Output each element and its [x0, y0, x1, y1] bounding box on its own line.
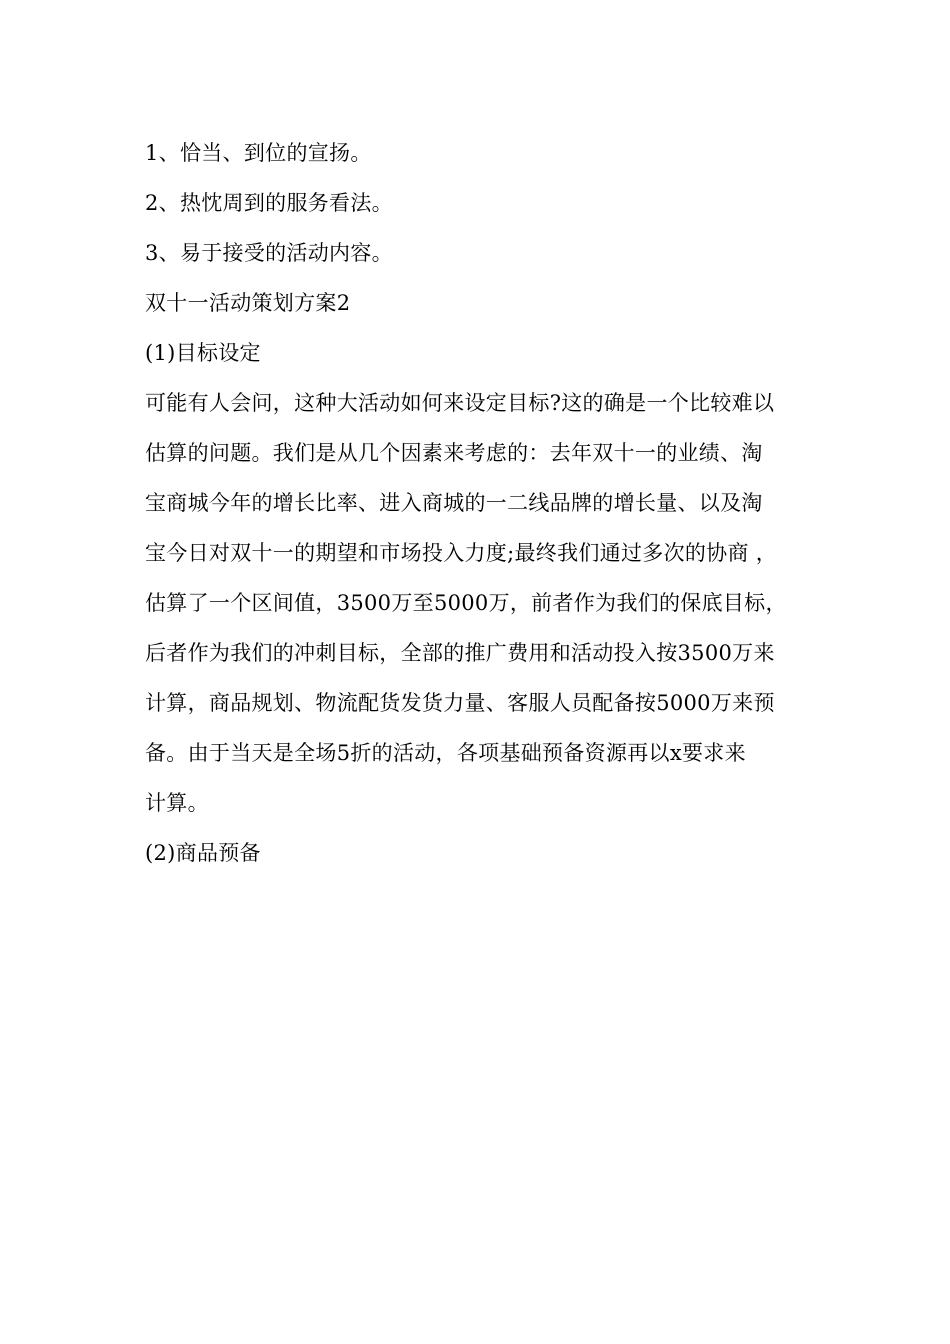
- paragraph-line: 计算。: [145, 791, 209, 815]
- paragraph-line: 后者作为我们的冲刺目标，全部的推广费用和活动投入按3500万来: [145, 641, 775, 665]
- subsection-heading-goods: (2)商品预备: [145, 841, 261, 865]
- paragraph-line: 备。由于当天是全场5折的活动，各项基础预备资源再以x要求来: [145, 741, 746, 765]
- paragraph-line: 估算的问题。我们是从几个因素来考虑的：去年双十一的业绩、淘: [145, 441, 763, 465]
- paragraph-line: 估算了一个区间值，3500万至5000万，前者作为我们的保底目标，: [145, 591, 787, 615]
- list-item-3: 3、易于接受的活动内容。: [145, 241, 393, 265]
- paragraph-line: 计算，商品规划、物流配货发货力量、客服人员配备按5000万来预: [145, 691, 775, 715]
- document-body: [145, 128, 815, 878]
- paragraph-line: 可能有人会问，这种大活动如何来设定目标?这的确是一个比较难以: [145, 391, 775, 415]
- section-title: 双十一活动策划方案2: [145, 291, 351, 315]
- paragraph-line: 宝商城今年的增长比率、进入商城的一二线品牌的增长量、以及淘: [145, 491, 763, 515]
- list-item-1: 1、恰当、到位的宣扬。: [145, 141, 372, 165]
- subsection-heading-goal: (1)目标设定: [145, 341, 261, 365]
- paragraph-line: 宝今日对双十一的期望和市场投入力度;最终我们通过多次的协商 ，: [145, 541, 778, 565]
- list-item-2: 2、热忱周到的服务看法。: [145, 191, 393, 215]
